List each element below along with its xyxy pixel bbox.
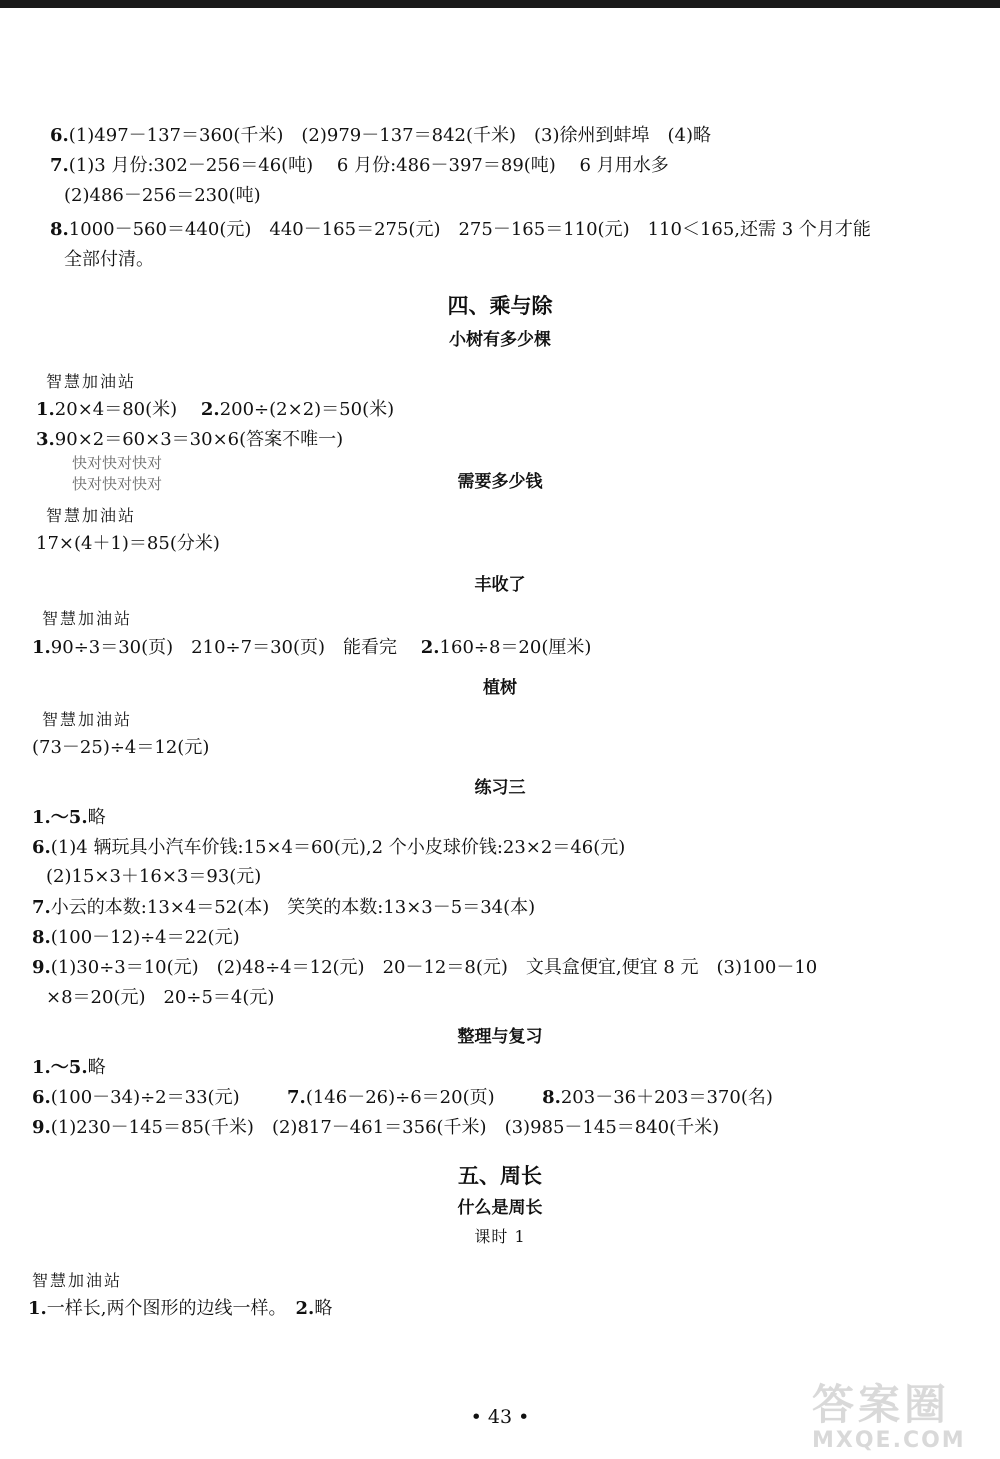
section-label: 智慧加油站 [42, 609, 133, 628]
answer-text: 一样长,两个图形的边线一样。 [46, 1298, 296, 1319]
answer-number: 2. [420, 637, 440, 658]
answer-line: (2)15×3＋16×3＝93(元) [46, 866, 262, 887]
answer-line [28, 1297, 332, 1321]
answer-text: 90×2＝60×3＝30×6(答案不唯一) [54, 429, 344, 450]
watermark-title: 答案圈 [812, 1380, 951, 1429]
answer-line: 17×(4＋1)＝85(分米) [36, 533, 220, 554]
section-label: 智慧加油站 [42, 710, 133, 729]
answer-number: 7. [50, 155, 69, 176]
answer-line [32, 1056, 106, 1080]
answer-text: (100－34)÷2＝33(元) [50, 1087, 288, 1108]
answer-line [32, 956, 817, 980]
answer-line [32, 926, 240, 950]
scan-top-edge [0, 0, 1000, 8]
section-title: 需要多少钱 [457, 472, 543, 492]
answer-number: 1. [32, 637, 51, 658]
answer-line [36, 428, 343, 452]
answer-text: 90÷3＝30(页) 210÷7＝30(页) 能看完 [50, 637, 421, 658]
answer-number: 8. [32, 927, 51, 948]
answer-text: (1)30÷3＝10(元) (2)48÷4＝12(元) 20－12＝8(元) 文具盒便宜,便宜 8 元 (3)100－10 [50, 957, 818, 978]
answer-text: (1)497－137＝360(千米) (2)979－137＝842(千米) (3)徐州到蚌埠 (4)略 [68, 125, 712, 146]
overlay-text: 快对快对快对 [72, 475, 163, 493]
answer-number: 8. [50, 219, 69, 240]
section-label: 智慧加油站 [32, 1271, 123, 1290]
answer-line [32, 806, 106, 830]
answer-7 [50, 154, 669, 178]
answer-number: 7. [287, 1087, 306, 1108]
answer-7-part2: (2)486－256＝230(吨) [64, 185, 261, 206]
answer-line [36, 398, 394, 422]
answer-text: (1)4 辆玩具小汽车价钱:15×4＝60(元),2 个小皮球价钱:23×2＝46(元) [50, 837, 626, 858]
answer-line [32, 836, 625, 860]
answer-number: 3. [36, 429, 55, 450]
answer-number: 2. [295, 1298, 315, 1319]
section-title: 丰收了 [474, 575, 526, 595]
unit-title: 五、周长 [458, 1164, 542, 1188]
answer-number: 2. [200, 399, 220, 420]
watermark-site: MXQE.COM [812, 1428, 966, 1453]
answer-text: 略 [87, 807, 106, 828]
answer-text: (1)3 月份:302－256＝46(吨) 6 月份:486－397＝89(吨) 6 月用水多 [68, 155, 669, 176]
lesson-label: 课时 1 [474, 1227, 526, 1246]
answer-number: 6. [32, 837, 51, 858]
answer-text: 203－36＋203＝370(名) [560, 1087, 773, 1108]
answer-line: (73－25)÷4＝12(元) [32, 737, 210, 758]
answer-text: (146－26)÷6＝20(页) [305, 1087, 543, 1108]
answer-number: 1.～5. [32, 807, 88, 828]
answer-8-part2: 全部付清。 [64, 249, 154, 270]
answer-text: 1000－560＝440(元) 440－165＝275(元) 275－165＝110(元) 110＜165,还需 3 个月才能 [68, 219, 871, 240]
answer-line [32, 1086, 773, 1110]
page-number: • 43 • [470, 1406, 530, 1428]
section-title: 植树 [483, 678, 517, 698]
answer-number: 6. [50, 125, 69, 146]
answer-text: 160÷8＝20(厘米) [439, 637, 592, 658]
overlay-text: 快对快对快对 [72, 454, 163, 472]
unit-title: 四、乘与除 [447, 294, 553, 318]
answer-text: 小云的本数:13×4＝52(本) 笑笑的本数:13×3－5＝34(本) [50, 897, 536, 918]
section-label: 智慧加油站 [46, 506, 137, 525]
answer-text: 20×4＝80(米) [54, 399, 201, 420]
answer-number: 7. [32, 897, 51, 918]
answer-line: ×8＝20(元) 20÷5＝4(元) [46, 987, 275, 1008]
answer-number: 9. [32, 1117, 51, 1138]
answer-text: 略 [314, 1298, 333, 1319]
answer-number: 6. [32, 1087, 51, 1108]
answer-line [32, 636, 591, 660]
section-title: 整理与复习 [457, 1027, 543, 1047]
answer-number: 9. [32, 957, 51, 978]
answer-text: 200÷(2×2)＝50(米) [219, 399, 395, 420]
answer-text: (100－12)÷4＝22(元) [50, 927, 240, 948]
answer-line [32, 1116, 719, 1140]
answer-text: 略 [87, 1057, 106, 1078]
answer-number: 8. [542, 1087, 561, 1108]
section-title: 小树有多少棵 [449, 330, 551, 350]
answer-8 [50, 218, 871, 242]
answer-text: (1)230－145＝85(千米) (2)817－461＝356(千米) (3)985－145＝840(千米) [50, 1117, 720, 1138]
answer-number: 1. [28, 1298, 47, 1319]
answer-number: 1. [36, 399, 55, 420]
answer-line [32, 896, 535, 920]
section-label: 智慧加油站 [46, 372, 137, 391]
answer-number: 1.～5. [32, 1057, 88, 1078]
answer-6 [50, 124, 711, 148]
section-title: 什么是周长 [457, 1198, 543, 1218]
watermark [812, 1372, 998, 1458]
section-title: 练习三 [474, 778, 526, 798]
